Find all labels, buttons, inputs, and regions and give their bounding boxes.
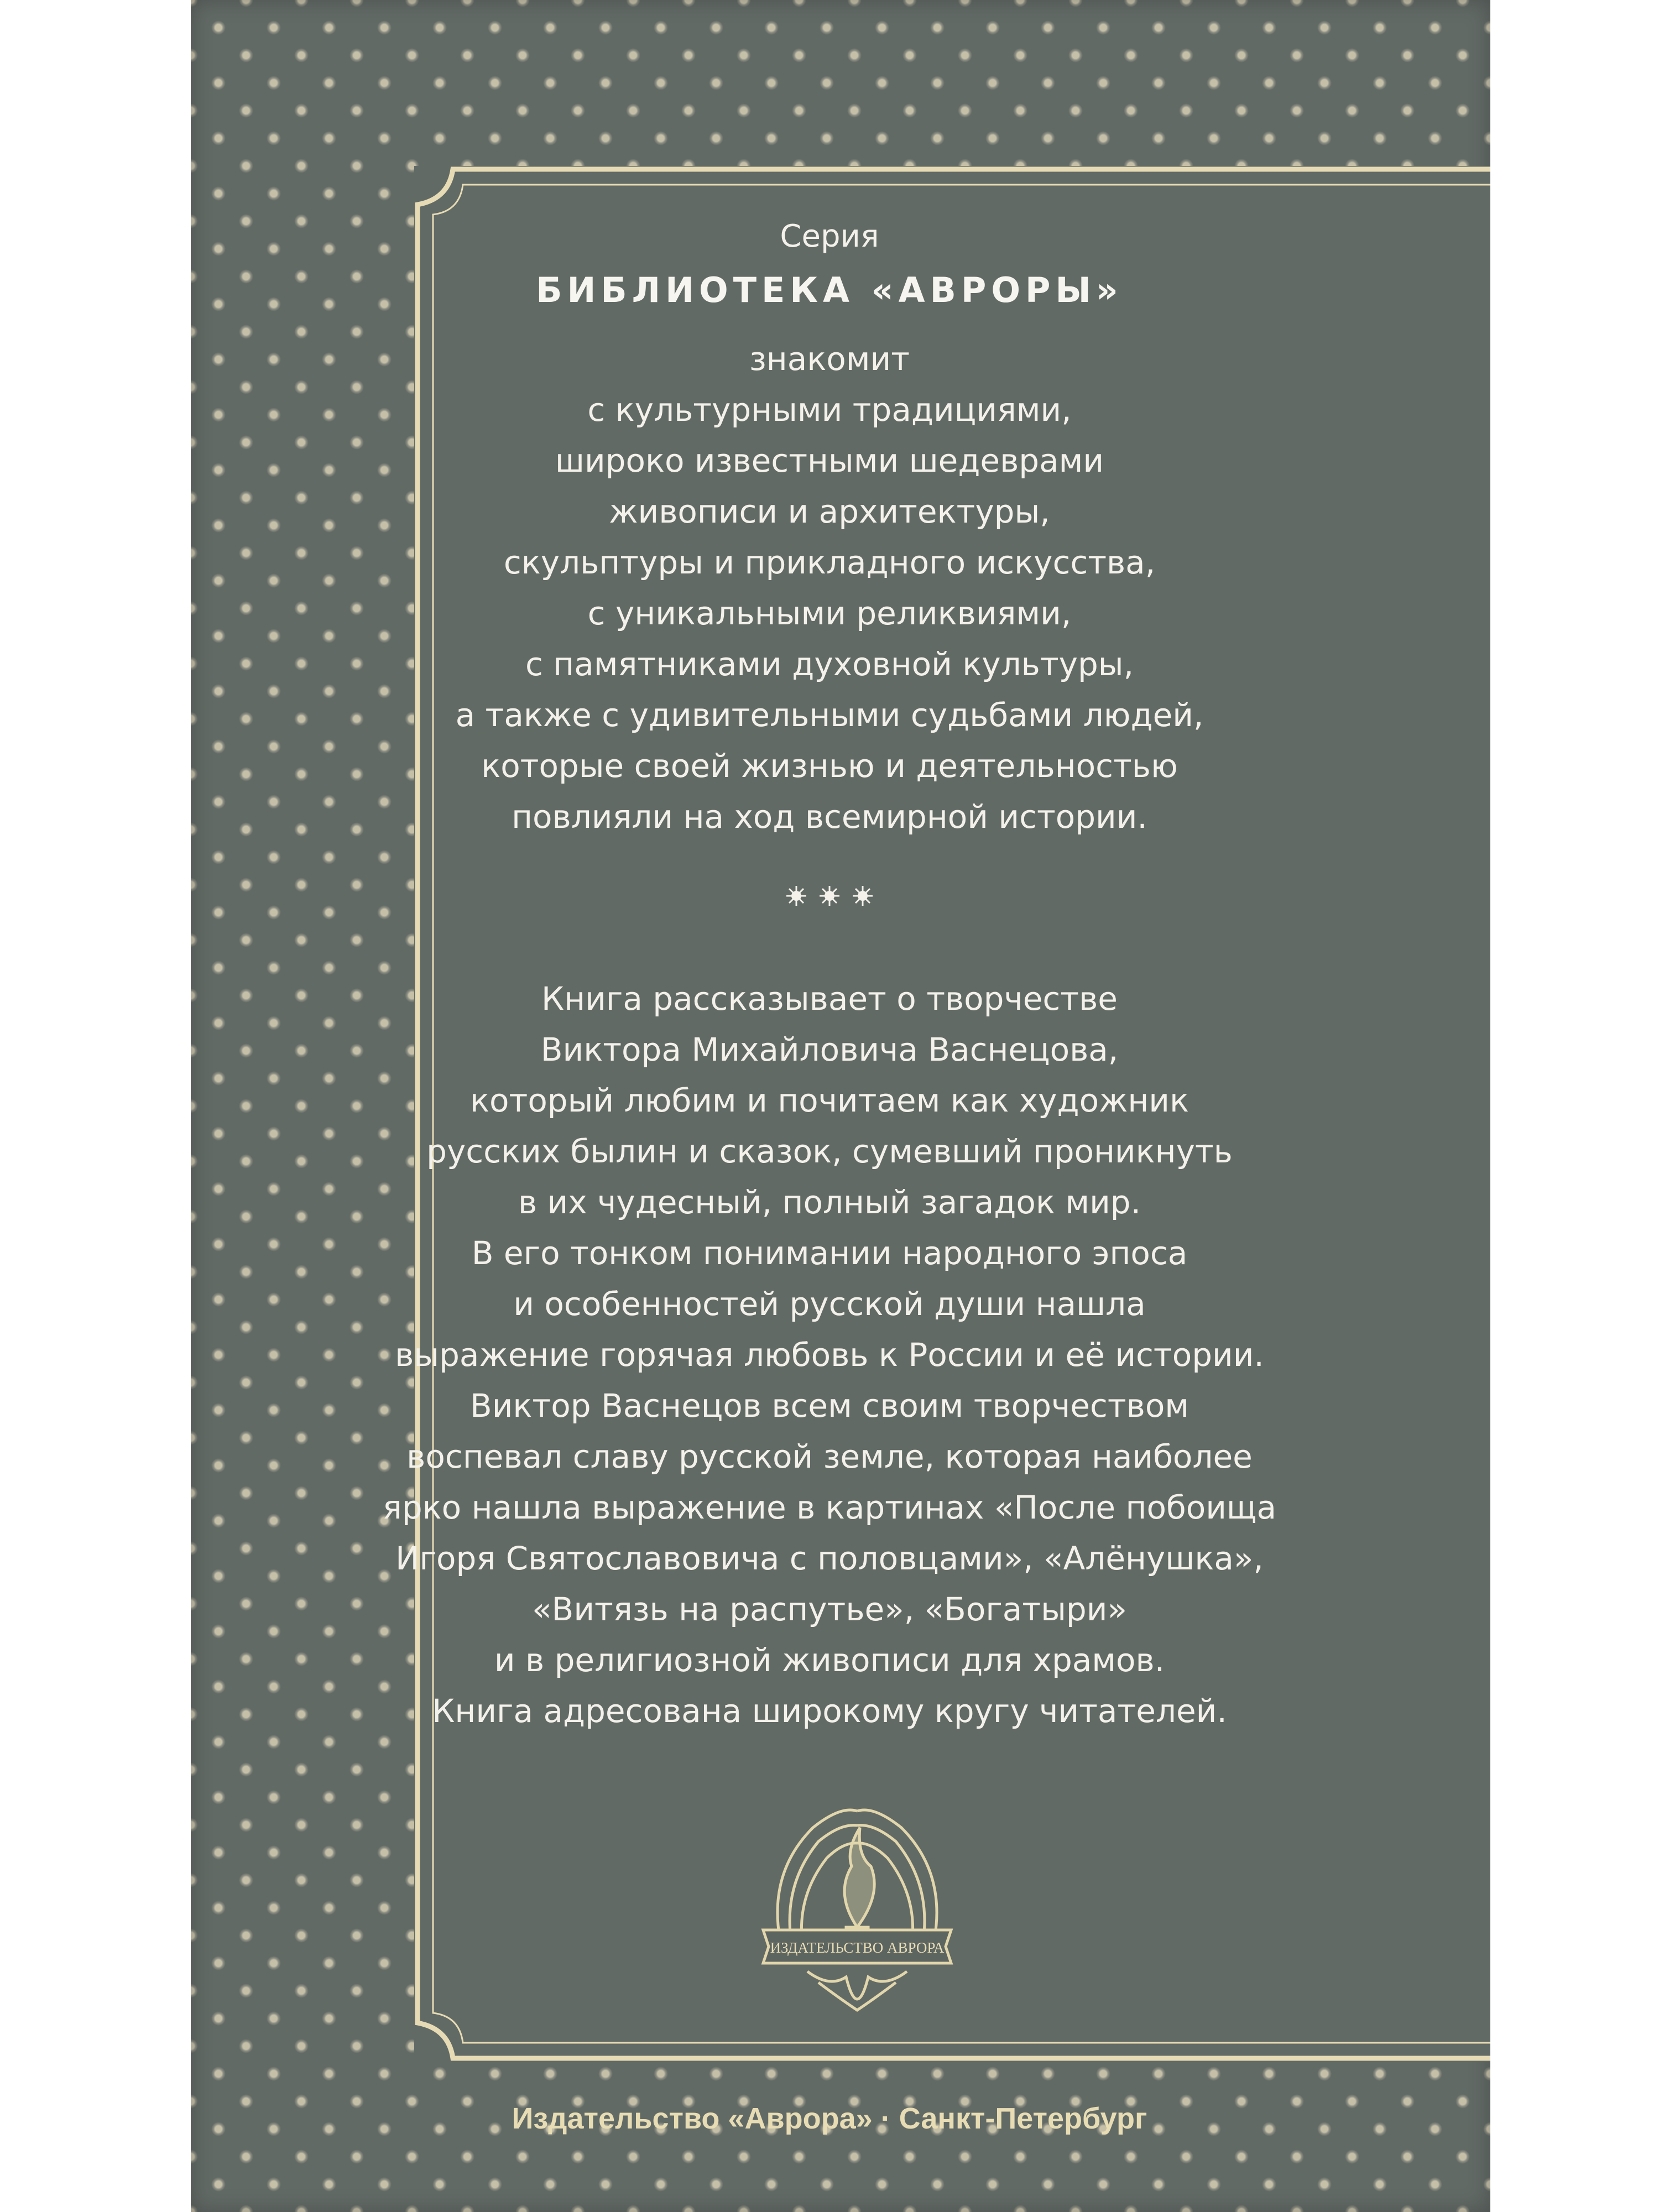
description-line: ярко нашла выражение в картинах «После побоища <box>382 1489 1277 1526</box>
intro-line: которые своей жизнью и деятельностью <box>481 747 1178 785</box>
publisher-logo <box>758 1789 957 2021</box>
description-line: Игоря Святославовича с половцами», «Алёнушка», <box>395 1540 1264 1577</box>
intro-line: с уникальными реликвиями, <box>587 594 1072 632</box>
publisher-imprint: Издательство «Аврора» · Санкт-Петербург <box>512 2102 1147 2135</box>
intro-line: повлияли на ход всемирной истории. <box>512 798 1147 836</box>
description-line: В его тонком понимании народного эпоса <box>471 1234 1188 1272</box>
series-label: Серия <box>780 218 879 254</box>
description-line: «Витязь на распутье», «Богатыри» <box>532 1590 1127 1628</box>
intro-line: живописи и архитектуры, <box>609 493 1050 530</box>
description-line: Виктор Васнецов всем своим творчеством <box>469 1387 1190 1425</box>
section-divider <box>0 879 1659 915</box>
series-intro <box>0 333 1659 842</box>
description-line: Книга рассказывает о творчестве <box>541 980 1118 1018</box>
asterism-icon <box>774 879 885 912</box>
book-description <box>0 973 1659 1736</box>
intro-line: знакомит <box>749 340 910 378</box>
intro-line: скульптуры и прикладного искусства, <box>503 544 1156 581</box>
description-line: русских былин и сказок, сумевший проникнуть <box>426 1133 1233 1170</box>
description-line: который любим и почитаем как художник <box>470 1082 1189 1119</box>
description-line: Виктора Михайловича Васнецова, <box>540 1031 1119 1068</box>
intro-line: с культурными традициями, <box>587 391 1072 429</box>
intro-line: а также с удивительными судьбами людей, <box>455 696 1204 734</box>
torch-emblem-icon <box>758 1789 957 2021</box>
intro-line: с памятниками духовной культуры, <box>525 645 1134 683</box>
description-line: в их чудесный, полный загадок мир. <box>518 1183 1141 1221</box>
description-line: и особенностей русской души нашла <box>513 1285 1146 1323</box>
logo-text: ИЗДАТЕЛЬСТВО АВРОРА <box>770 1939 945 1956</box>
intro-line: широко известными шедеврами <box>555 442 1104 479</box>
description-line: выражение горячая любовь к России и её истории. <box>395 1336 1264 1374</box>
series-title: БИБЛИОТЕКА «АВРОРЫ» <box>536 270 1123 310</box>
description-line: и в религиозной живописи для храмов. <box>494 1641 1165 1679</box>
description-line: воспевал славу русской земле, которая наиболее <box>406 1438 1253 1475</box>
description-line: Книга адресована широкому кругу читателей. <box>432 1692 1227 1730</box>
